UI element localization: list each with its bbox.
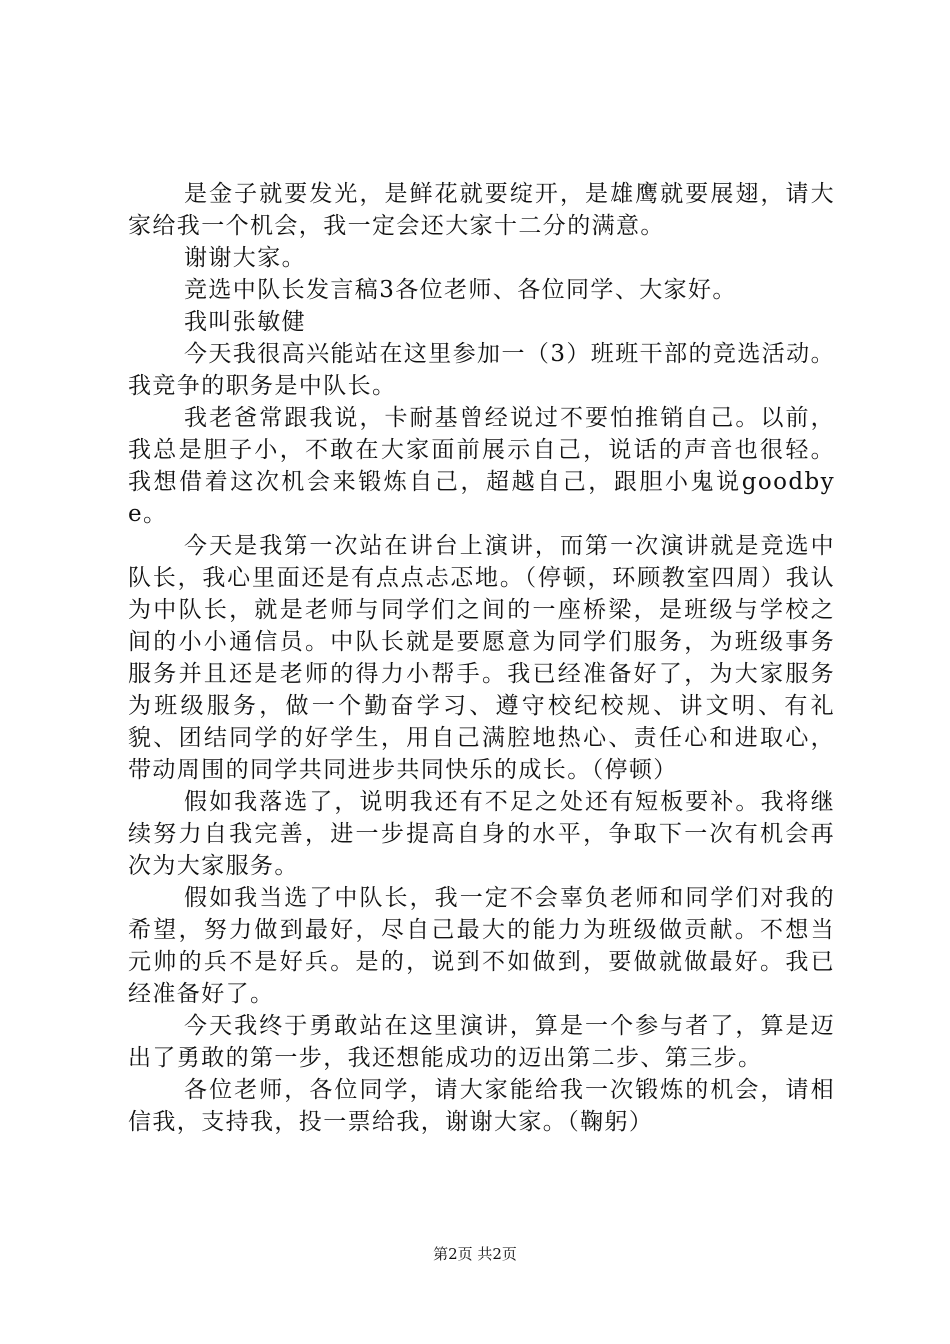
paragraph: 各位老师，各位同学，请大家能给我一次锻炼的机会，请相信我，支持我，投一票给我，谢谢大家。（鞠躬） bbox=[128, 1077, 835, 1135]
paragraph: 我老爸常跟我说，卡耐基曾经说过不要怕推销自己。以前，我总是胆子小，不敢在大家面前展示自己，说话的声音也很轻。我想借着这次机会来锻炼自己，超越自己，跟胆小鬼说goodbye。 bbox=[128, 405, 835, 527]
paragraph: 今天我很高兴能站在这里参加一（3）班班干部的竞选活动。我竞争的职务是中队长。 bbox=[128, 341, 835, 399]
paragraph: 我叫张敏健 bbox=[184, 309, 306, 335]
paragraph: 假如我落选了，说明我还有不足之处还有短板要补。我将继续努力自我完善，进一步提高自身的水平，争取下一次有机会再次为大家服务。 bbox=[128, 789, 835, 879]
page-footer: 第2页 共2页 bbox=[433, 1245, 517, 1263]
speech-body bbox=[128, 178, 835, 1138]
paragraph: 假如我当选了中队长，我一定不会辜负老师和同学们对我的希望，努力做到最好，尽自己最大的能力为班级做贡献。不想当元帅的兵不是好兵。是的，说到不如做到，要做就做最好。我已经准备好了。 bbox=[128, 885, 835, 1007]
paragraph: 今天是我第一次站在讲台上演讲，而第一次演讲就是竞选中队长，我心里面还是有点点忐忑地。（停顿，环顾教室四周）我认为中队长，就是老师与同学们之间的一座桥梁，是班级与学校之间的小小通信员。中队长就是要愿意为同学们服务，为班级事务服务并且还是老师的得力小帮手。我已经准备好了，为大家服务为班级服务，做一个勤奋学习、遵守校纪校规、讲文明、有礼貌、团结同学的好学生，用自己满腔地热心、责任心和进取心，带动周围的同学共同进步共同快乐的成长。（停顿） bbox=[128, 533, 835, 783]
paragraph: 是金子就要发光，是鲜花就要绽开，是雄鹰就要展翅，请大家给我一个机会，我一定会还大家十二分的满意。 bbox=[128, 181, 835, 239]
paragraph: 竞选中队长发言稿3各位老师、各位同学、大家好。 bbox=[184, 277, 737, 303]
paragraph: 今天我终于勇敢站在这里演讲，算是一个参与者了，算是迈出了勇敢的第一步，我还想能成功的迈出第二步、第三步。 bbox=[128, 1013, 835, 1071]
paragraph: 谢谢大家。 bbox=[184, 245, 306, 271]
